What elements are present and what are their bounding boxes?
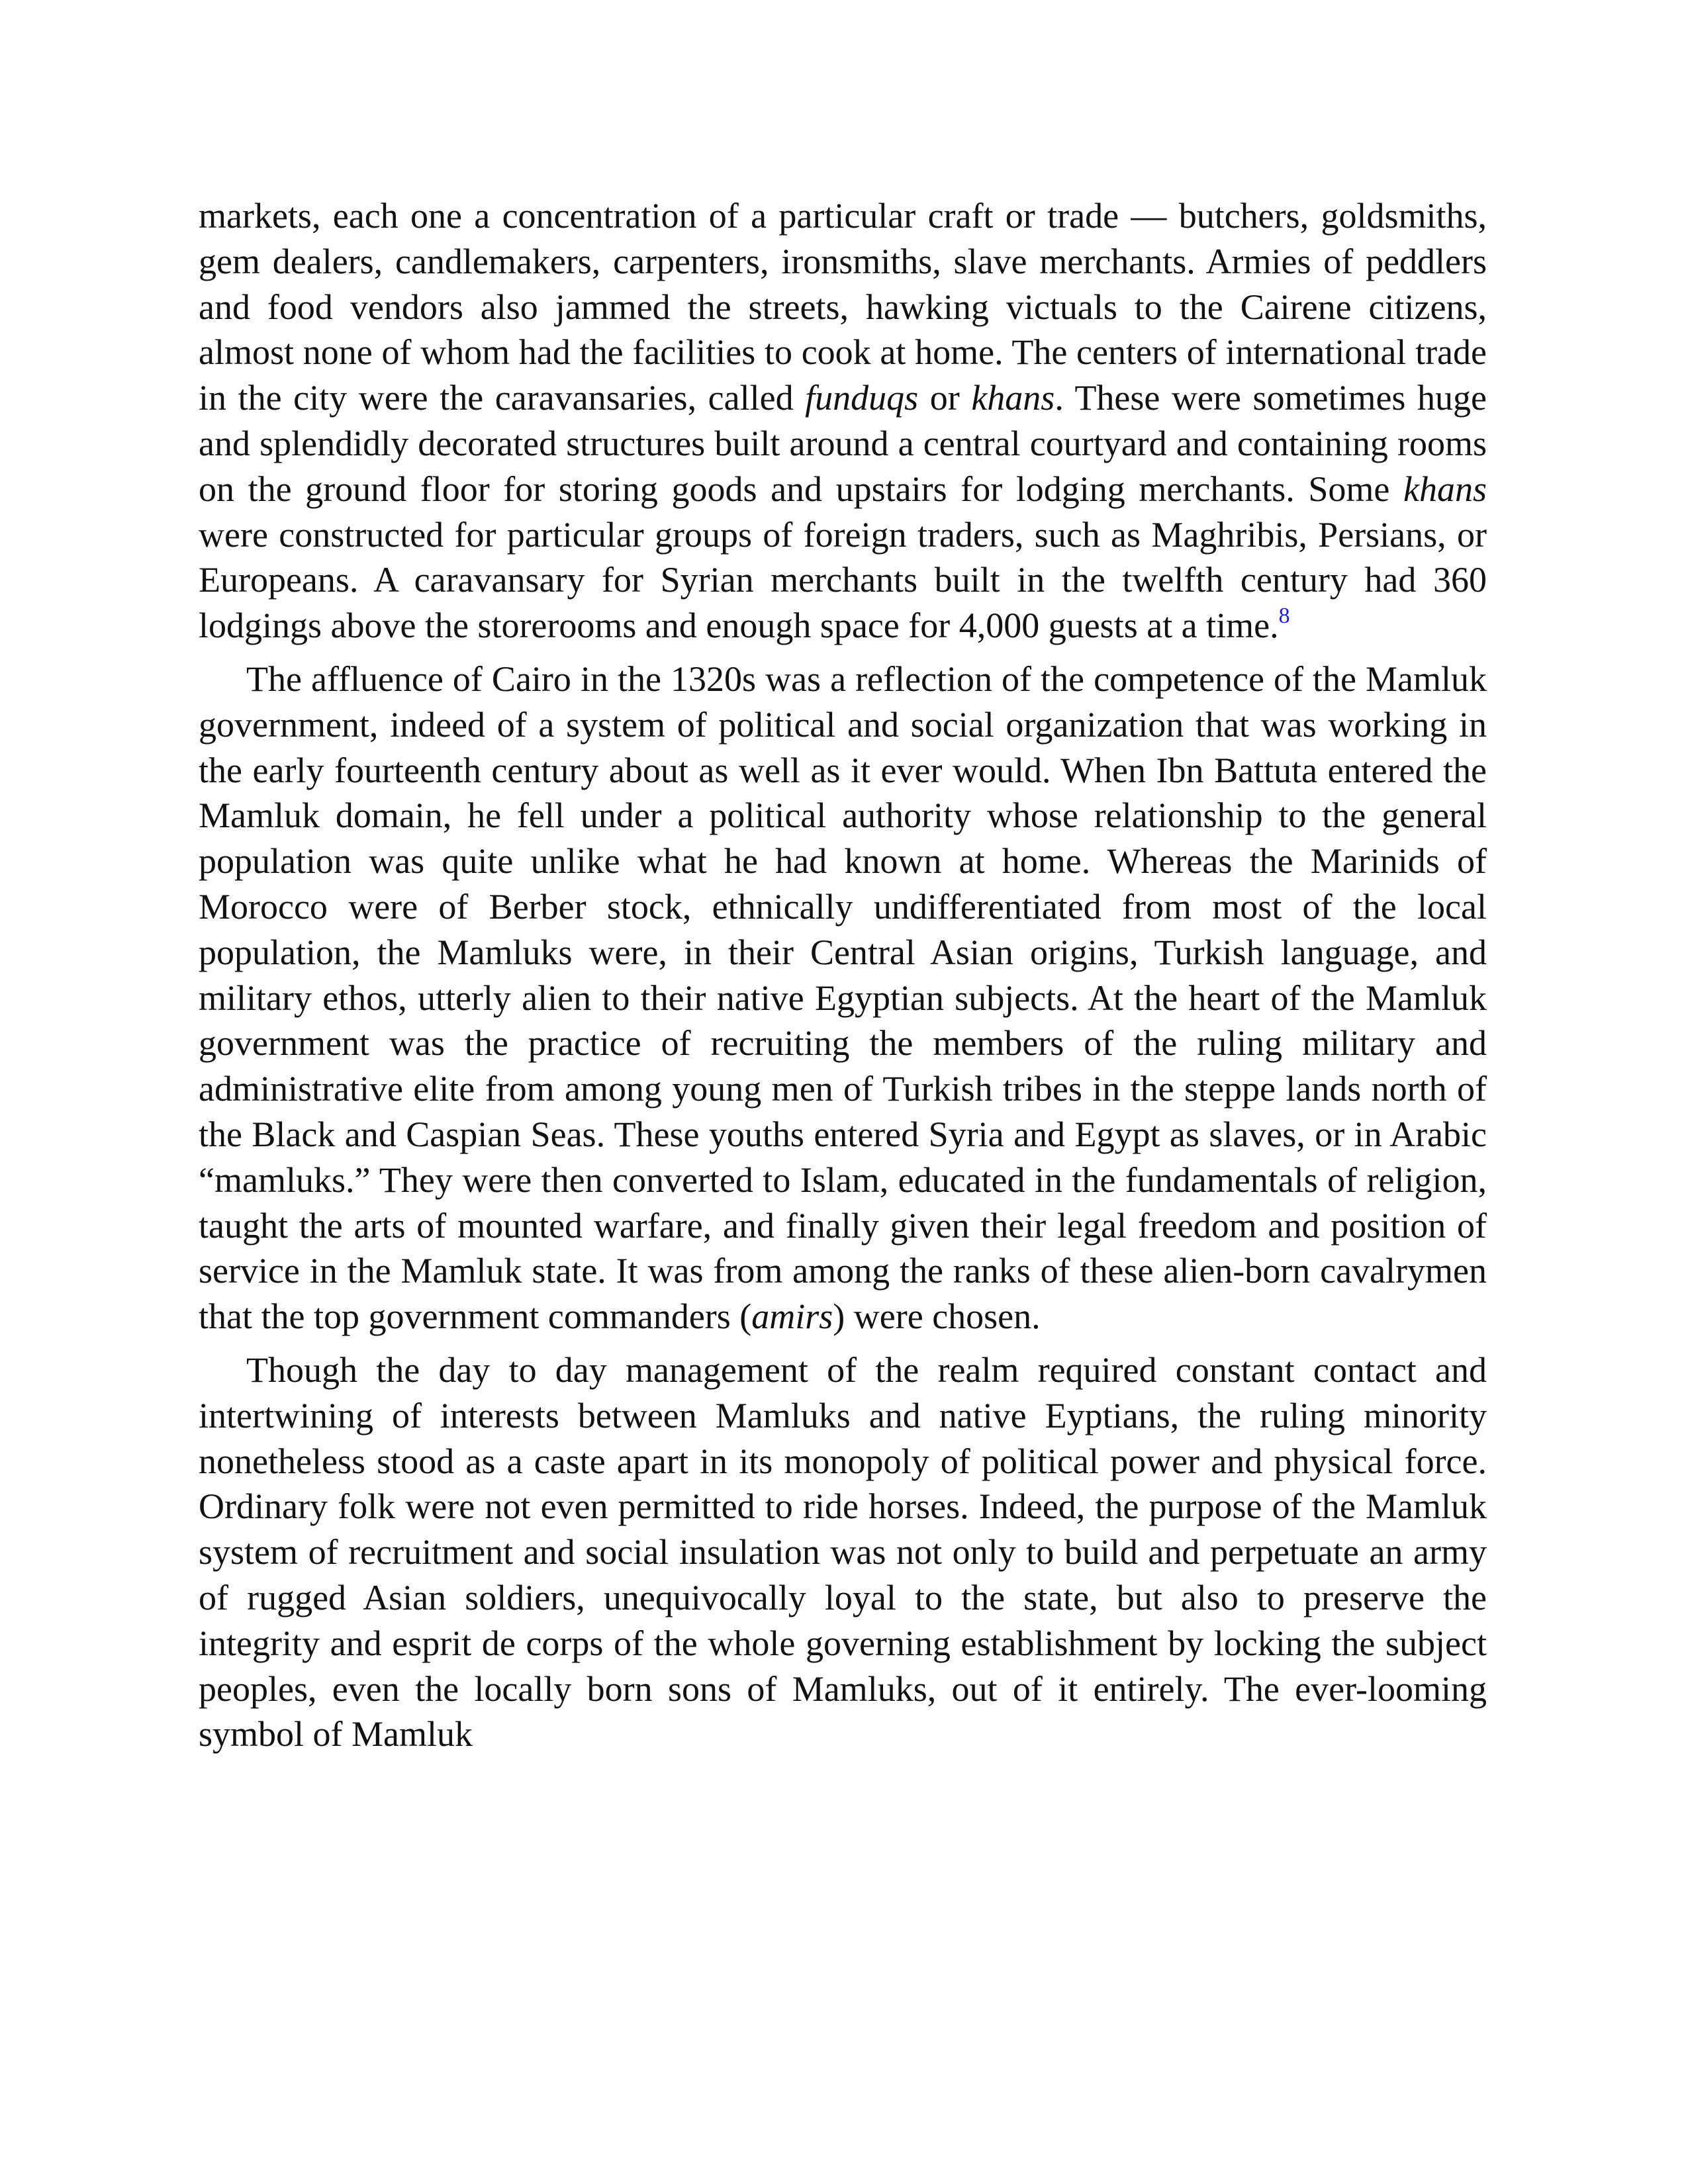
italic-term-khans: khans bbox=[1403, 469, 1487, 509]
page-body bbox=[199, 193, 1487, 1757]
footnote-link-8[interactable]: 8 bbox=[1278, 604, 1290, 629]
text-run: or bbox=[918, 378, 972, 418]
text-run: were constructed for particular groups of foreign traders, such as Maghribis, Persians, or Europeans. A caravansary for Syrian merchants built in the twelfth century had 360 lodgings above the storerooms and enough space for 4,000 guests at a time. bbox=[199, 514, 1487, 646]
text-run: The affluence of Cairo in the 1320s was a reflection of the competence of the Mamluk government, indeed of a system of political and social organization that was working in the early fourteenth century about as well as it ever would. When Ibn Battuta entered the Mamluk domain, he fell under a political authority whose relationship to the general population was quite unlike what he had known at home. Whereas the Marinids of Morocco were of Berber stock, ethnically undifferentiated from most of the local population, the Mamluks were, in their Central Asian origins, Turkish language, and military ethos, utterly alien to their native Egyptian subjects. At the heart of the Mamluk government was the practice of recruiting the members of the ruling military and administrative elite from among young men of Turkish tribes in the steppe lands north of the Black and Caspian Seas. These youths entered Syria and Egypt as slaves, or in Arabic “mamluks.” They were then converted to Islam, educated in the fundamentals of religion, taught the arts of mounted warfare, and finally given their legal freedom and position of service in the Mamluk state. It was from among the ranks of these alien-born cavalrymen that the top government commanders ( bbox=[199, 659, 1487, 1337]
italic-term-funduqs: funduqs bbox=[805, 378, 919, 418]
paragraph-ruling-minority bbox=[199, 1347, 1487, 1757]
paragraph-mamluk-government bbox=[199, 657, 1487, 1340]
italic-term-khans: khans bbox=[971, 378, 1055, 418]
text-run: Though the day to day management of the realm required constant contact and intertwining of interests between Mamluks and native Eyptians, the ruling minority nonetheless stood as a caste apart in its monopoly of political power and physical force. Ordinary folk were not even permitted to ride horses. Indeed, the purpose of the Mamluk system of recruitment and social insulation was not only to build and perpetuate an army of rugged Asian soldiers, unequivocally loyal to the state, but also to preserve the integrity and esprit de corps of the whole governing establishment by locking the subject peoples, even the locally born sons of Mamluks, out of it entirely. The ever-looming symbol of Mamluk bbox=[199, 1349, 1487, 1754]
paragraph-markets bbox=[199, 193, 1487, 649]
text-run: markets, each one a concentration of a particular craft or trade — butchers, goldsmiths, gem dealers, candlemakers, carpenters, ironsmiths, slave merchants. Armies of peddlers and food vendors also jammed the streets, hawking victuals to the Cairene citizens, almost none of whom had the facilities to cook at home. The centers of international trade in the city were the caravansaries, called bbox=[199, 196, 1487, 418]
text-run: . These were sometimes huge and splendidly decorated structures built around a central courtyard and containing rooms on the ground floor for storing goods and upstairs for lodging merchants. Some bbox=[199, 378, 1487, 509]
text-run: ) were chosen. bbox=[833, 1297, 1041, 1337]
italic-term-amirs: amirs bbox=[751, 1297, 833, 1337]
